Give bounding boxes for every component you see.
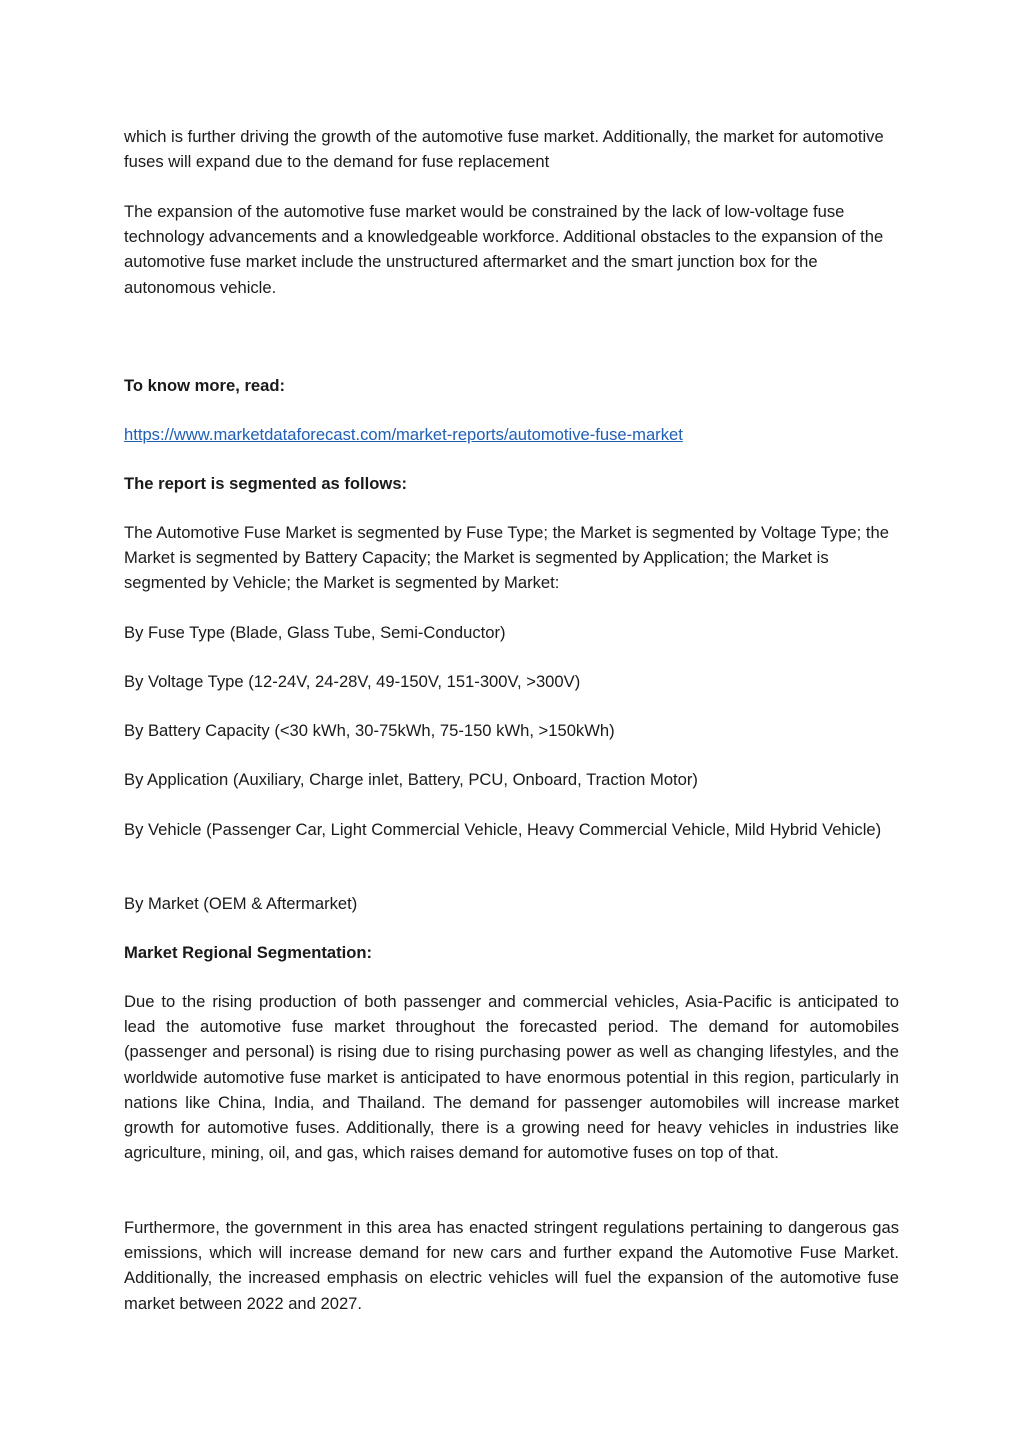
segment-battery-capacity: By Battery Capacity (<30 kWh, 30-75kWh, 75-150 kWh, >150kWh) xyxy=(124,721,615,740)
report-link-paragraph xyxy=(124,422,899,447)
segment-market: By Market (OEM & Aftermarket) xyxy=(124,894,358,913)
paragraph-regional-2: Furthermore, the government in this area has enacted stringent regulations pertaining to dangerous gas emissions, which will increase demand for new cars and further expand the Automotive Fuse Market. Additionally, the increased emphasis on electric vehicles will fuel the expansion of the automotive fuse market between 2022 and 2027. xyxy=(124,1218,899,1313)
heading-read-more: To know more, read: xyxy=(124,376,286,395)
paragraph-constraints: The expansion of the automotive fuse market would be constrained by the lack of low-voltage fuse technology advancements and a knowledgeable workforce. Additional obstacles to the expansion of the automotive fuse market include the unstructured aftermarket and the smart junction box for the autonomous vehicle. xyxy=(124,202,884,297)
paragraph-segmentation: The Automotive Fuse Market is segmented by Fuse Type; the Market is segmented by Voltage Type; the Market is segmented by Battery Capacity; the Market is segmented by Application; the Market is segmented by Vehicle; the Market is segmented by Market: xyxy=(124,523,889,593)
heading-regional-segmentation: Market Regional Segmentation: xyxy=(124,943,373,962)
segment-vehicle: By Vehicle (Passenger Car, Light Commercial Vehicle, Heavy Commercial Vehicle, Mild Hybrid Vehicle) xyxy=(124,820,882,839)
report-link[interactable]: https://www.marketdataforecast.com/market-reports/automotive-fuse-market xyxy=(124,425,683,444)
segment-voltage-type: By Voltage Type (12-24V, 24-28V, 49-150V, 151-300V, >300V) xyxy=(124,672,581,691)
heading-segmentation: The report is segmented as follows: xyxy=(124,474,408,493)
paragraph-regional-1: Due to the rising production of both passenger and commercial vehicles, Asia-Pacific is anticipated to lead the automotive fuse market throughout the forecasted period. The demand for automobiles (passenger and personal) is rising due to rising purchasing power as well as changing lifestyles, and the worldwide automotive fuse market is anticipated to have enormous potential in this region, particularly in nations like China, India, and Thailand. The demand for passenger automobiles will increase market growth for automotive fuses. Additionally, there is a growing need for heavy vehicles in industries like agriculture, mining, oil, and gas, which raises demand for automotive fuses on top of that. xyxy=(124,992,899,1163)
segment-application: By Application (Auxiliary, Charge inlet, Battery, PCU, Onboard, Traction Motor) xyxy=(124,770,698,789)
paragraph-intro-continued: which is further driving the growth of the automotive fuse market. Additionally, the market for automotive fuses will expand due to the demand for fuse replacement xyxy=(124,127,884,172)
segment-fuse-type: By Fuse Type (Blade, Glass Tube, Semi-Conductor) xyxy=(124,623,506,642)
